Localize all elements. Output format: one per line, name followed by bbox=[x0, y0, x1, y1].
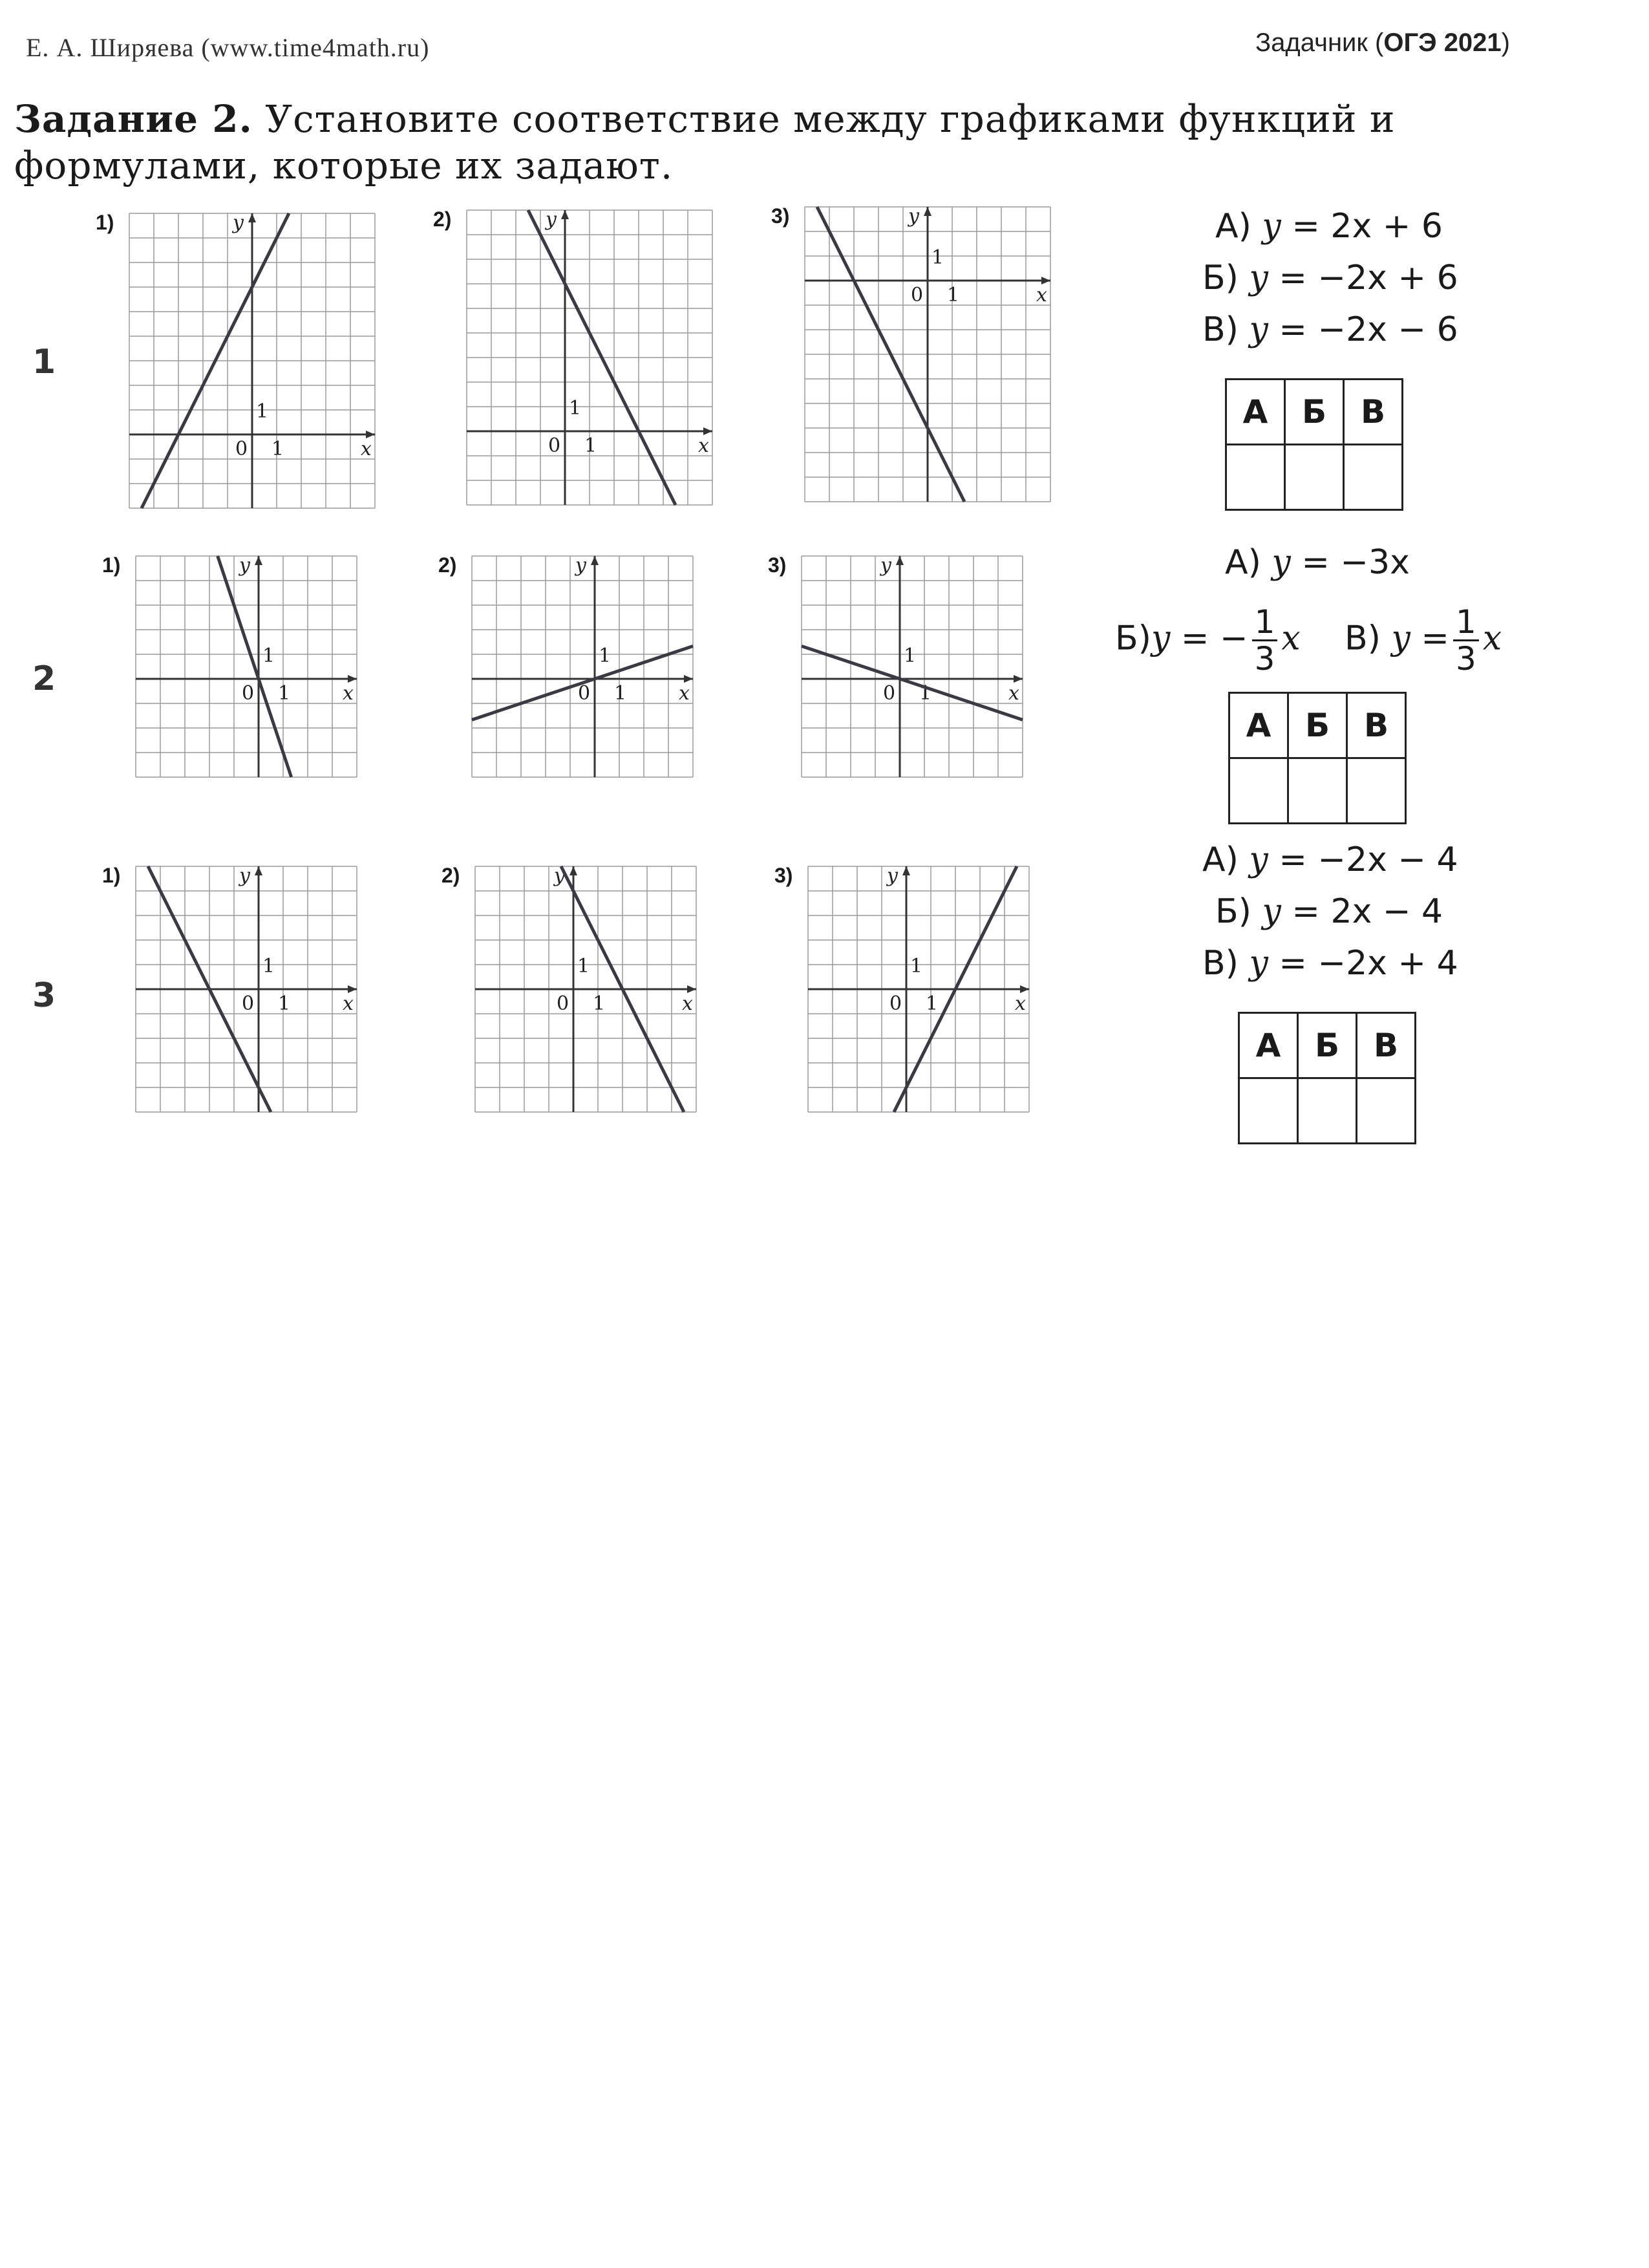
x-axis-label: x bbox=[1008, 682, 1019, 705]
task-text: Установите соответствие между графиками функций и формулами, которые их задают. bbox=[14, 97, 1396, 187]
origin-label: 0 bbox=[235, 438, 248, 460]
graph-number: 2) bbox=[442, 864, 460, 887]
graph-plot bbox=[475, 866, 696, 1112]
block-label-1: 1 bbox=[32, 343, 56, 381]
x-unit-label: 1 bbox=[278, 682, 291, 705]
x-axis-label: x bbox=[361, 438, 372, 460]
answer-header: А bbox=[1229, 693, 1288, 758]
formula-2-b: Б)y = − $\frac{1}{3}$ x bbox=[1115, 603, 1301, 678]
y-axis-label: y bbox=[546, 208, 557, 231]
x-axis-label: x bbox=[1036, 284, 1047, 306]
x-axis-label: x bbox=[679, 682, 690, 705]
answer-cell[interactable] bbox=[1288, 758, 1347, 824]
answer-cell[interactable] bbox=[1226, 445, 1285, 510]
y-axis-arrow bbox=[569, 866, 577, 875]
origin-label: 0 bbox=[548, 434, 561, 457]
y-unit-label: 1 bbox=[599, 645, 612, 667]
answer-cell[interactable] bbox=[1239, 1078, 1298, 1144]
x-axis-label: x bbox=[343, 992, 354, 1015]
header-author: Е. А. Ширяева (www.time4math.ru) bbox=[26, 33, 430, 62]
y-axis-arrow bbox=[561, 210, 569, 219]
graph-number: 1) bbox=[102, 864, 121, 887]
graph-plot bbox=[136, 556, 357, 777]
y-axis-arrow bbox=[924, 207, 931, 216]
graph-plot bbox=[129, 213, 375, 508]
y-axis-label: y bbox=[239, 864, 250, 887]
formula-2-c: В) y = $\frac{1}{3}$ x bbox=[1345, 603, 1502, 678]
y-axis-arrow bbox=[591, 556, 599, 565]
origin-label: 0 bbox=[578, 682, 591, 705]
formula-2-a: А) y = −3x bbox=[1225, 543, 1410, 582]
y-axis-label: y bbox=[239, 554, 250, 577]
y-axis-label: y bbox=[233, 211, 244, 234]
x-axis-label: x bbox=[698, 434, 709, 457]
answer-header: Б bbox=[1298, 1013, 1357, 1078]
y-axis-arrow bbox=[896, 556, 904, 565]
answer-header: В bbox=[1344, 380, 1403, 445]
formula-1-a: А) y = 2x + 6 bbox=[1215, 207, 1443, 246]
x-unit-label: 1 bbox=[919, 682, 932, 705]
y-unit-label: 1 bbox=[262, 955, 275, 978]
answer-header: Б bbox=[1285, 380, 1344, 445]
function-line bbox=[472, 646, 693, 720]
y-unit-label: 1 bbox=[569, 397, 582, 420]
y-unit-label: 1 bbox=[577, 955, 590, 978]
y-unit-label: 1 bbox=[931, 246, 944, 269]
answer-cell[interactable] bbox=[1285, 445, 1344, 510]
y-axis-label: y bbox=[880, 554, 891, 577]
answer-cell[interactable] bbox=[1344, 445, 1403, 510]
graph-plot bbox=[802, 556, 1023, 777]
x-axis-label: x bbox=[1015, 992, 1026, 1015]
answer-cell[interactable] bbox=[1357, 1078, 1416, 1144]
origin-label: 0 bbox=[557, 992, 569, 1015]
formula-3-b: Б) y = 2x − 4 bbox=[1215, 892, 1443, 931]
origin-label: 0 bbox=[242, 992, 255, 1015]
graph-plot bbox=[808, 866, 1029, 1112]
graph-number: 2) bbox=[438, 553, 457, 577]
graph-number: 3) bbox=[771, 204, 790, 228]
formula-1-b: Б) y = −2x + 6 bbox=[1202, 259, 1458, 297]
origin-label: 0 bbox=[242, 682, 255, 705]
graph-number: 3) bbox=[774, 864, 793, 887]
y-axis-label: y bbox=[887, 864, 898, 887]
answer-table-1 bbox=[1225, 378, 1403, 511]
block-label-2: 2 bbox=[32, 659, 56, 698]
formula-3-c: В) y = −2x + 4 bbox=[1202, 944, 1458, 983]
x-unit-label: 1 bbox=[584, 434, 597, 457]
y-axis-label: y bbox=[575, 554, 586, 577]
graph-plot bbox=[467, 210, 712, 505]
answer-header: А bbox=[1239, 1013, 1298, 1078]
graph-number: 1) bbox=[96, 211, 114, 234]
y-unit-label: 1 bbox=[262, 645, 275, 667]
x-axis-label: x bbox=[343, 682, 354, 705]
y-axis-label: y bbox=[908, 205, 919, 228]
task-title bbox=[14, 96, 1540, 189]
header-book-title: Задачник (ОГЭ 2021) bbox=[1255, 28, 1510, 57]
y-unit-label: 1 bbox=[904, 645, 917, 667]
graph-number: 2) bbox=[433, 208, 452, 231]
x-unit-label: 1 bbox=[278, 992, 291, 1015]
origin-label: 0 bbox=[889, 992, 902, 1015]
task-label: Задание 2. bbox=[14, 97, 253, 141]
y-axis-label: y bbox=[554, 864, 565, 887]
graph-plot bbox=[136, 866, 357, 1112]
y-axis-arrow bbox=[255, 866, 262, 875]
graph-plot bbox=[805, 207, 1050, 502]
x-unit-label: 1 bbox=[593, 992, 606, 1015]
answer-table-3 bbox=[1238, 1012, 1416, 1144]
y-axis-arrow bbox=[248, 213, 256, 222]
answer-table-2 bbox=[1228, 692, 1407, 824]
y-unit-label: 1 bbox=[256, 400, 269, 423]
x-unit-label: 1 bbox=[614, 682, 627, 705]
answer-cell[interactable] bbox=[1229, 758, 1288, 824]
x-unit-label: 1 bbox=[947, 284, 960, 306]
y-axis-arrow bbox=[255, 556, 262, 565]
origin-label: 0 bbox=[883, 682, 896, 705]
graph-plot bbox=[472, 556, 693, 777]
formula-3-a: А) y = −2x − 4 bbox=[1202, 840, 1458, 879]
answer-cell[interactable] bbox=[1347, 758, 1406, 824]
x-unit-label: 1 bbox=[271, 438, 284, 460]
y-axis-arrow bbox=[902, 866, 910, 875]
formula-1-c: В) y = −2x − 6 bbox=[1202, 310, 1458, 349]
graph-number: 3) bbox=[768, 553, 787, 577]
origin-label: 0 bbox=[911, 284, 924, 306]
answer-header: В bbox=[1357, 1013, 1416, 1078]
answer-cell[interactable] bbox=[1298, 1078, 1357, 1144]
block-label-3: 3 bbox=[32, 976, 56, 1015]
answer-header: А bbox=[1226, 380, 1285, 445]
graph-number: 1) bbox=[102, 553, 121, 577]
x-unit-label: 1 bbox=[926, 992, 939, 1015]
function-line bbox=[218, 556, 292, 777]
x-axis-label: x bbox=[682, 992, 693, 1015]
answer-header: Б bbox=[1288, 693, 1347, 758]
answer-header: В bbox=[1347, 693, 1406, 758]
y-unit-label: 1 bbox=[910, 955, 923, 978]
